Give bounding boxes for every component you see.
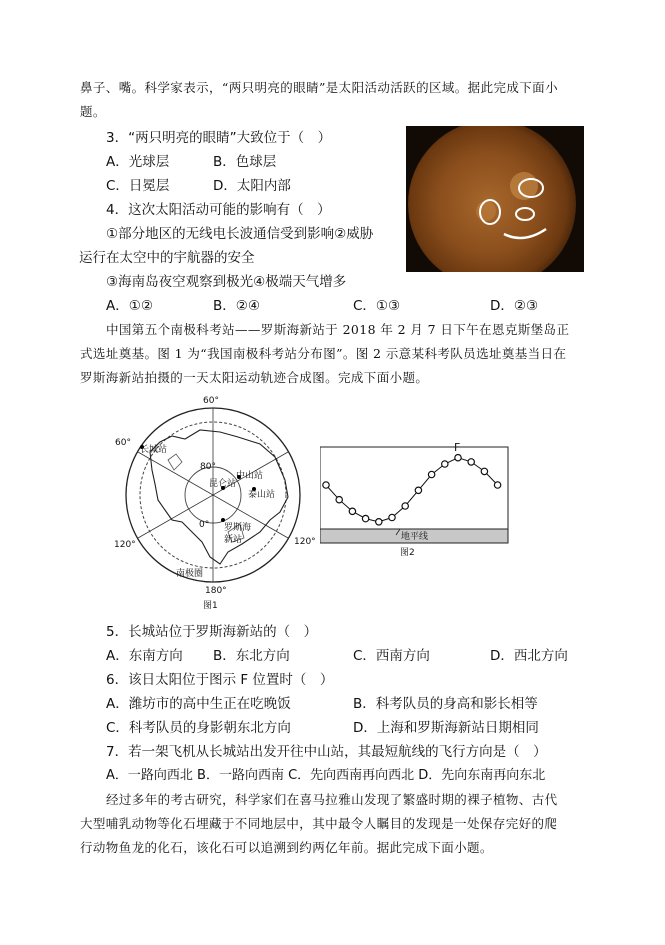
sun-position-marker: [494, 482, 500, 488]
intro-text: 鼻子、嘴。科学家表示，“两只明亮的眼睛”是太阳活动活跃的区域。据此完成下面小: [80, 80, 558, 95]
longitude-label: 120°: [294, 537, 316, 547]
q4-statement: 运行在太空中的宇航器的安全: [79, 250, 255, 266]
q5-option-b: B．东北方向: [213, 648, 290, 664]
q3-option-b: B．色球层: [213, 154, 277, 170]
q5-option-c: C．西南方向: [353, 648, 430, 664]
sun-position-marker: [389, 514, 395, 520]
question-4-stem: 4．这次太阳活动可能的影响有（ ）: [106, 202, 331, 218]
sun-position-marker: [415, 487, 421, 493]
sun-position-marker: [468, 459, 474, 465]
q4-option-b: B．②④: [213, 298, 260, 314]
q4-option-d: D．②③: [490, 298, 539, 314]
question-6-stem: 6．该日太阳位于图示 F 位置时（ ）: [106, 672, 334, 688]
q6-option-d: D．上海和罗斯海新站日期相同: [353, 720, 539, 736]
intro-text: 经过多年的考古研究，科学家们在喜马拉雅山发现了繁盛时期的裸子植物、古代: [106, 792, 558, 807]
figure-caption: 图1: [203, 601, 218, 611]
intro-text: 罗斯海新站拍摄的一天太阳运动轨迹合成图。完成下面小题。: [80, 370, 429, 385]
intro-text: 行动物鱼龙的化石，该化石可以追溯到约两亿年前。据此完成下面小题。: [80, 840, 493, 855]
intro-text: 题。: [80, 104, 106, 119]
horizon-label: 地平线: [401, 532, 429, 542]
q3-option-d: D．太阳内部: [213, 178, 291, 194]
longitude-label: 120°: [114, 540, 136, 550]
station-label: 中山站: [236, 471, 264, 481]
question-5-stem: 5．长城站位于罗斯海新站的（ ）: [106, 624, 318, 640]
q7-options: A．一路向西北 B．一路向西南 C．先向西南再向西北 D．先向东南再向东北: [106, 768, 546, 783]
question-7-stem: 7．若一架飞机从长城站出发开往中山站，其最短航线的飞行方向是（ ）: [106, 744, 547, 760]
station-label: 泰山站: [248, 490, 276, 500]
station-label: 昆仑站: [209, 479, 237, 489]
q4-option-a: A．①②: [106, 298, 153, 314]
antarctic-station-map: [110, 392, 320, 612]
station-label: 罗斯海: [224, 523, 252, 533]
sun-path-chart: [320, 441, 510, 558]
sun-position-marker: [323, 482, 329, 488]
position-f-label: F: [454, 441, 461, 454]
longitude-label: 180°: [205, 586, 227, 596]
q6-option-a: A．潍坊市的高中生正在吃晚饭: [106, 696, 291, 712]
q3-option-c: C．日冕层: [106, 178, 170, 194]
sun-position-marker: [402, 503, 408, 509]
sun-position-marker: [428, 471, 434, 477]
latitude-label: 60°: [203, 396, 219, 406]
question-3-stem: 3．“两只明亮的眼睛”大致位于（ ）: [106, 130, 332, 146]
intro-text: 式选址奠基。图 1 为“我国南极科考站分布图”。图 2 示意某科考队员选址奠基当日在: [80, 346, 567, 361]
sun-position-marker: [481, 468, 487, 474]
antarctic-circle-label: 南极圈: [176, 569, 204, 579]
figure-caption: 图2: [400, 548, 415, 558]
q4-option-c: C．①③: [353, 298, 401, 314]
intro-text: 中国第五个南极科考站——罗斯海新站于 2018 年 2 月 7 日下午在恩克斯堡岛正: [106, 322, 570, 337]
station-label: 长城站: [140, 445, 168, 455]
longitude-label: 0°: [199, 520, 210, 530]
sun-position-marker: [442, 461, 448, 467]
q5-option-a: A．东南方向: [106, 648, 183, 664]
sun-position-marker: [362, 515, 368, 521]
sun-position-marker: [349, 508, 355, 514]
q6-option-b: B．科考队员的身高和影长相等: [353, 696, 538, 712]
sun-image: [406, 126, 584, 272]
q4-statement: ①部分地区的无线电长波通信受到影响②威胁: [106, 226, 374, 242]
intro-text: 大型哺乳动物等化石埋藏于不同地层中，其中最令人瞩目的发现是一处保存完好的爬: [80, 816, 558, 831]
q5-option-d: D．西北方向: [490, 648, 568, 664]
station-label: 新站: [224, 535, 243, 545]
q6-option-c: C．科考队员的身影朝东北方向: [106, 720, 291, 736]
sun-position-marker: [336, 497, 342, 503]
q4-statement: ③海南岛夜空观察到极光④极端天气增多: [106, 274, 347, 290]
sun-position-marker: [455, 455, 461, 461]
latitude-label: 60°: [115, 438, 131, 448]
sun-position-marker: [376, 519, 382, 525]
latitude-label: 80°: [200, 462, 216, 472]
q3-option-a: A．光球层: [106, 154, 170, 170]
